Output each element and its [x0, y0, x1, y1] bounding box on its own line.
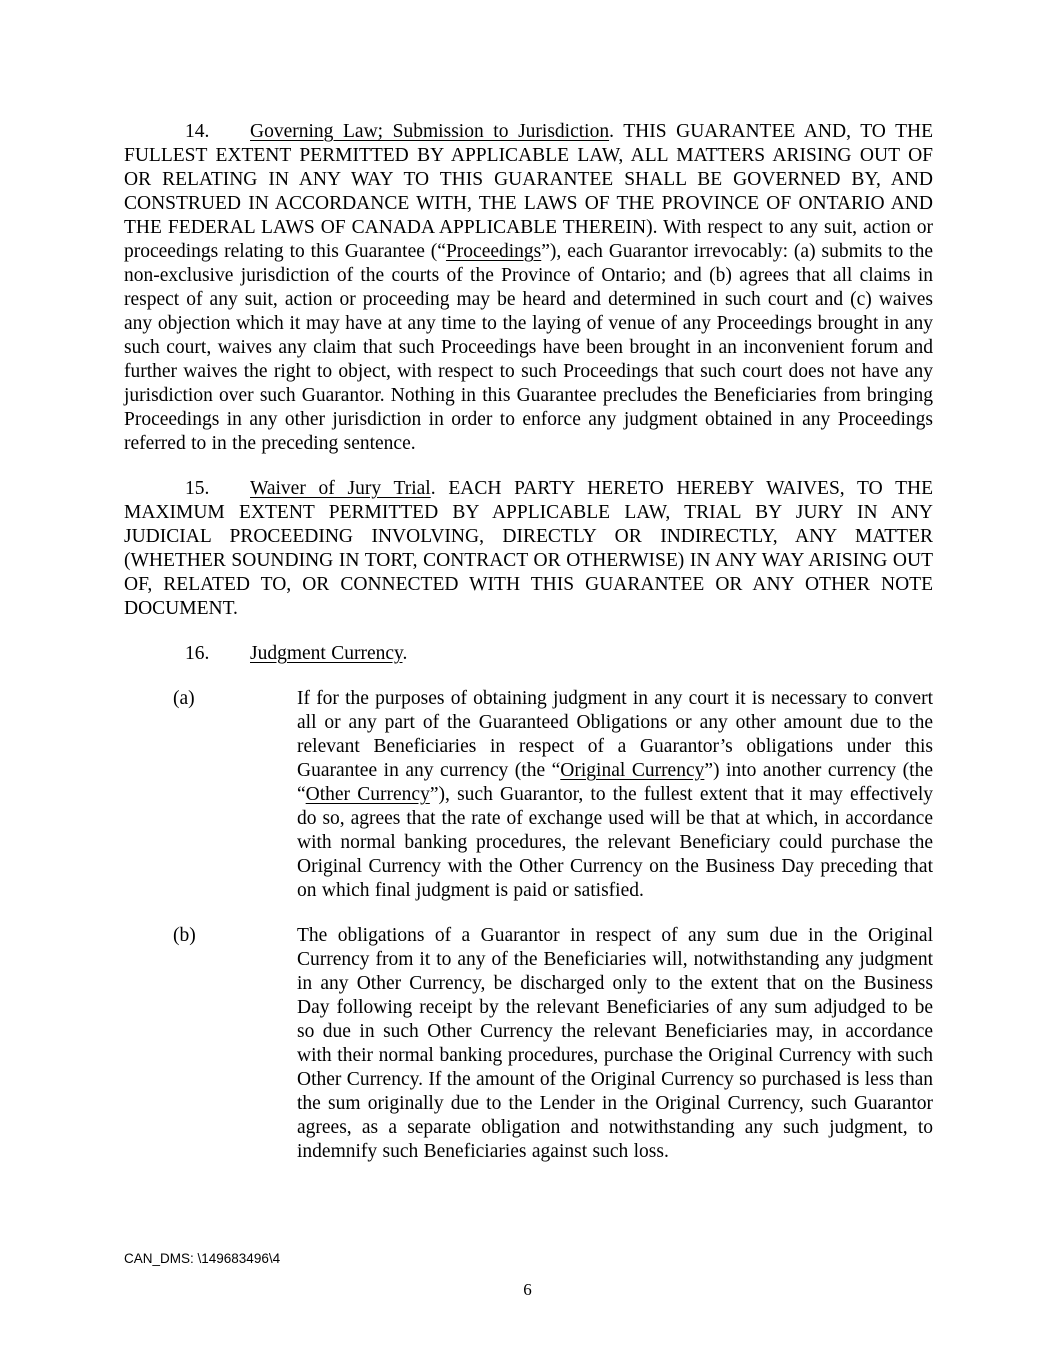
section-paragraph-15 — [124, 477, 933, 621]
section-number: 16. — [185, 643, 210, 664]
defined-term: Proceedings — [445, 241, 542, 262]
text-run: . THIS GUARANTEE AND, TO THE FULLEST EXTENT PERMITTED BY APPLICABLE LAW, ALL MATTERS ARISING OUT OF OR RELATING IN ANY WAY TO THIS GUARANTEE SHALL BE GOVERNED BY, AND CONSTRUED IN ACCORDANCE WITH, THE LAWS OF THE PROVINCE OF ONTARIO AND THE FEDERAL LAWS OF CANADA APPLICABLE THEREIN). With respect to any suit, action or proceedings relating to this Guarantee (“ — [124, 121, 933, 262]
defined-term: Other Currency — [305, 784, 430, 805]
section-paragraph-14 — [124, 120, 933, 456]
page-number: 6 — [523, 1280, 532, 1299]
subsection-label: (b) — [173, 925, 196, 946]
subsection-paragraph-16b — [124, 924, 933, 1164]
defined-term: Judgment Currency — [250, 643, 403, 664]
text-run: The obligations of a Guarantor in respect of any sum due in the Original Currency from it to any of the Beneficiaries will, notwithstanding any judgment in any Other Currency, be discharged only to the extent that on the Business Day following receipt by the relevant Beneficiaries of any sum adjudged to be so due in such Other Currency the relevant Beneficiaries may, in accordance with their normal banking procedures, purchase the Original Currency with such Other Currency. If the amount of the Original Currency so purchased is less than the sum originally due to the Lender in the Original Currency, such Guarantor agrees, as a separate obligation and notwithstanding any such judgment, to indemnify such Beneficiaries against such loss. — [297, 925, 933, 1162]
document-reference-number: CAN_DMS: \149683496\4 — [124, 1251, 281, 1266]
subsection-label: (a) — [173, 688, 195, 709]
defined-term: Waiver of Jury Trial — [250, 478, 431, 499]
section-number: 14. — [185, 121, 210, 142]
defined-term: Governing Law; Submission to Jurisdiction — [250, 121, 610, 142]
subsection-paragraph-16a — [124, 687, 933, 903]
subsection-text — [297, 687, 933, 903]
defined-term: Original Currency — [560, 760, 705, 781]
document-body — [124, 120, 933, 1185]
text-run: If for the purposes of obtaining judgment in any court it is necessary to convert all or any part of the Guaranteed Obligations or any other amount due to the relevant Beneficiaries in respect of a Guarantor’s obligations under this Guarantee in any currency (the “ — [297, 688, 933, 781]
subsection-text — [297, 924, 933, 1164]
section-number: 15. — [185, 478, 210, 499]
section-heading-16 — [124, 642, 933, 666]
text-run: . — [402, 643, 408, 664]
text-run: . EACH PARTY HERETO HEREBY WAIVES, TO THE MAXIMUM EXTENT PERMITTED BY APPLICABLE LAW, TRIAL BY JURY IN ANY JUDICIAL PROCEEDING INVOLVING, DIRECTLY OR INDIRECTLY, ANY MATTER (WHETHER SOUNDING IN TORT, CONTRACT OR OTHERWISE) IN ANY WAY ARISING OUT OF, RELATED TO, OR CONNECTED WITH THIS GUARANTEE OR ANY OTHER NOTE DOCUMENT. — [124, 478, 933, 619]
text-run: ”), such Guarantor, to the fullest extent that it may effectively do so, agrees that the rate of exchange used will be that at which, in accordance with normal banking procedures, the relevant Beneficiary could purchase the Original Currency with the Other Currency on the Business Day preceding that on which final judgment is paid or satisfied. — [297, 784, 934, 901]
text-run: ”), each Guarantor irrevocably: (a) submits to the non-exclusive jurisdiction of the courts of the Province of Ontario; and (b) agrees that all claims in respect of any suit, action or proceeding may be heard and determined in such court and (c) waives any objection which it may have at any time to the laying of venue of any Proceedings brought in any such court, waives any claim that such Proceedings have been brought in an inconvenient forum and further waives the right to object, with respect to such Proceedings that such court does not have any jurisdiction over such Guarantor. Nothing in this Guarantee precludes the Beneficiaries from bringing Proceedings in any other jurisdiction in order to enforce any judgment obtained in any Proceedings referred to in the preceding sentence. — [124, 241, 933, 454]
text-run: ”) into another currency (the “ — [297, 760, 933, 805]
